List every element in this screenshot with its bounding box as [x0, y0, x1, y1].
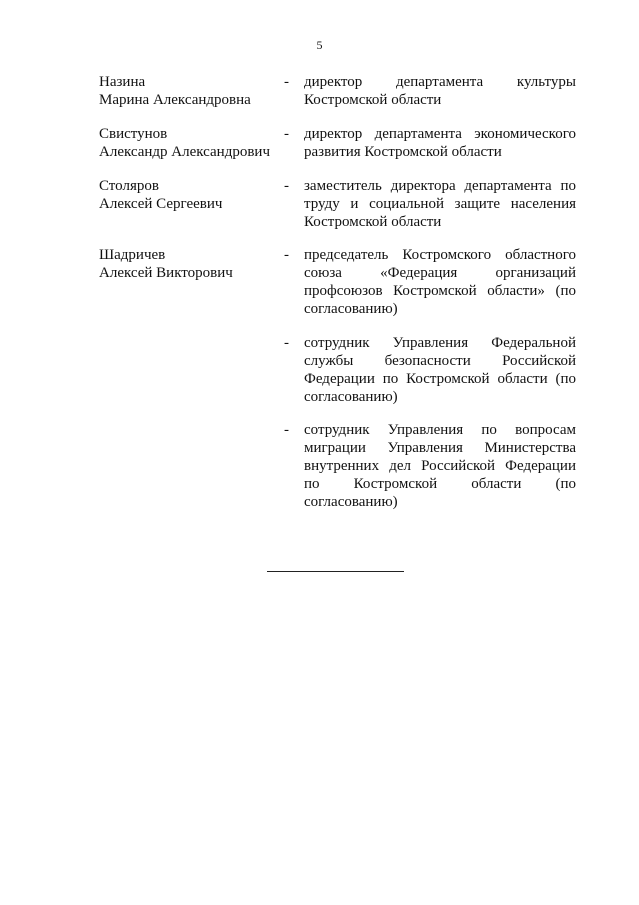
dash-separator: -: [284, 422, 289, 438]
member-name: [99, 73, 284, 109]
position-line: Костромской области: [304, 92, 442, 108]
position-line: Костромской области: [304, 214, 442, 230]
member-given-name: Алексей Сергеевич: [99, 196, 223, 212]
position-line: сотрудник Управления по вопросам: [304, 422, 576, 438]
member-name: [99, 177, 284, 213]
position-line: труду и социальной защите населения: [304, 196, 576, 212]
position-line: согласованию): [304, 494, 398, 510]
member-surname: Назина: [99, 74, 146, 90]
member-name: [99, 125, 284, 161]
position-line: миграции Управления Министерства: [304, 440, 576, 456]
member-position: [304, 334, 576, 406]
position-line: директор департамента культуры: [304, 74, 576, 90]
member-given-name: Алексей Викторович: [99, 265, 233, 281]
member-position: [304, 125, 576, 161]
member-position: [304, 421, 576, 511]
position-line: развития Костромской области: [304, 144, 502, 160]
position-line: сотрудник Управления Федеральной: [304, 335, 576, 351]
position-line: директор департамента экономического: [304, 126, 576, 142]
member-surname: Свистунов: [99, 126, 168, 142]
position-line: согласованию): [304, 389, 398, 405]
page-number: 5: [316, 38, 323, 52]
dash-separator: -: [284, 335, 289, 351]
position-line: заместитель директора департамента по: [304, 178, 576, 194]
member-surname: Столяров: [99, 178, 159, 194]
position-line: председатель Костромского областного: [304, 247, 576, 263]
position-line: согласованию): [304, 301, 398, 317]
member-name: [99, 246, 284, 282]
position-line: по Костромской области (по: [304, 476, 576, 492]
closing-rule: [267, 571, 404, 572]
dash-separator: -: [284, 247, 289, 263]
member-position: [304, 246, 576, 318]
dash-separator: -: [284, 126, 289, 142]
member-given-name: Александр Александрович: [99, 144, 270, 160]
member-position: [304, 73, 576, 109]
dash-separator: -: [284, 74, 289, 90]
position-line: внутренних дел Российской Федерации: [304, 458, 576, 474]
member-surname: Шадричев: [99, 247, 166, 263]
position-line: профсоюзов Костромской области» (по: [304, 283, 576, 299]
position-line: службы безопасности Российской: [304, 353, 576, 369]
member-given-name: Марина Александровна: [99, 92, 251, 108]
member-position: [304, 177, 576, 231]
position-line: Федерации по Костромской области (по: [304, 371, 576, 387]
dash-separator: -: [284, 178, 289, 194]
position-line: союза «Федерация организаций: [304, 265, 576, 281]
